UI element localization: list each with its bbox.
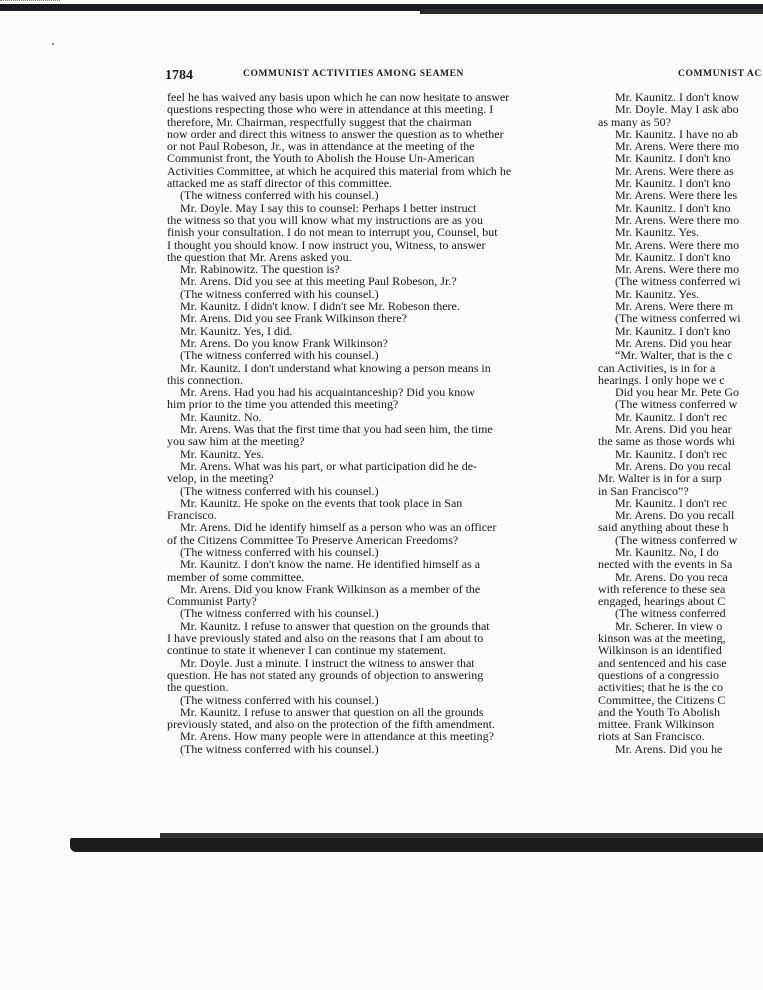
text-line: Mr. Kaunitz. I refuse to answer that question on all the grounds <box>180 704 484 719</box>
right-text-column <box>598 91 763 755</box>
text-line: this connection. <box>167 372 243 387</box>
text-line: in San Francisco”? <box>598 484 689 497</box>
text-line: questions of a congressio <box>598 668 719 682</box>
text-line: Mr. Arens. Were there mo <box>615 140 740 153</box>
text-line: or not Paul Robeson, Jr., was in attendance at the meeting of the <box>167 139 475 154</box>
right-page-running-head: COMMUNIST AC <box>678 69 762 79</box>
text-line: Mr. Kaunitz. I don't kno <box>615 177 731 190</box>
text-line: Francisco. <box>167 508 217 523</box>
text-line: the question that Mr. Arens asked you. <box>167 249 352 264</box>
text-line: (The witness conferred with his counsel.) <box>180 483 379 498</box>
text-line: (The witness conferred with his counsel.) <box>180 188 379 203</box>
text-line: therefore, Mr. Chairman, respectfully suggest that the chairman <box>167 114 472 129</box>
text-line: Mr. Arens. Did you he <box>615 742 723 756</box>
text-line: Mr. Kaunitz. I don't understand what knowing a person means in <box>180 360 491 375</box>
text-line: (The witness conferred w <box>615 533 738 546</box>
text-line: Did you hear Mr. Pete Go <box>615 386 739 399</box>
text-line: Mr. Arens. Had you had his acquaintanceship? Did you know <box>180 385 475 400</box>
text-line: Wilkinson is an identified <box>598 644 722 657</box>
text-line: kinson was at the meeting, <box>598 632 726 645</box>
text-line: (The witness conferred with his counsel.) <box>180 348 379 363</box>
text-line: (The witness conferred with his counsel.) <box>180 286 379 301</box>
text-line: Mr. Arens. Do you recall <box>615 509 735 522</box>
text-line: riots at San Francisco. <box>598 730 705 743</box>
text-line: attacked me as staff director of this committee. <box>167 176 393 191</box>
text-line: (The witness conferred with his counsel.) <box>180 606 379 621</box>
text-line: of the Citizens Committee To Preserve American Freedoms? <box>167 532 459 547</box>
text-line: him prior to the time you attended this meeting? <box>167 397 399 412</box>
text-line: Mr. Rabinowitz. The question is? <box>180 262 340 277</box>
text-line: said anything about these h <box>598 521 729 534</box>
text-line: Mr. Arens. Were there mo <box>615 238 740 251</box>
text-line: Mr. Kaunitz. I don't kno <box>615 324 731 337</box>
text-line: question. He has not stated any grounds of objection to answering <box>167 667 484 682</box>
text-line: the question. <box>167 680 229 695</box>
text-line: feel he has waived any basis upon which he can now hesitate to answer <box>167 90 510 104</box>
text-line: Mr. Arens. Do you reca <box>615 570 728 583</box>
text-line: Mr. Arens. Did he identify himself as a person who was an officer <box>180 520 497 535</box>
text-line: (The witness conferred w <box>615 398 738 411</box>
text-line: and the Youth To Abolish <box>598 705 720 719</box>
text-line: continue to state it whenever I can continue my statement. <box>167 643 447 658</box>
running-head: COMMUNIST ACTIVITIES AMONG SEAMEN <box>243 69 465 79</box>
text-line: hearings. I only hope we c <box>598 373 725 387</box>
text-line: Mr. Kaunitz. Yes. <box>180 446 265 461</box>
text-line: Mr. Arens. Did you see at this meeting Paul Robeson, Jr.? <box>180 274 457 289</box>
text-line: questions respecting those who were in attendance at this meeting. I <box>167 102 494 117</box>
text-line: Mr. Arens. Did you hear <box>615 423 732 436</box>
text-line: Mr. Arens. Was that the first time that you had seen him, the time <box>180 422 493 437</box>
text-line: (The witness conferred with his counsel.) <box>180 741 379 756</box>
text-line: Mr. Walter is in for a surp <box>598 472 722 485</box>
text-line: Mr. Kaunitz. Yes. <box>615 226 700 239</box>
text-line: engaged, hearings about C <box>598 595 726 608</box>
text-line: Mr. Kaunitz. I didn't know. I didn't see Mr. Robeson there. <box>180 299 460 314</box>
text-line: velop, in the meeting? <box>167 471 274 486</box>
scan-speck <box>52 43 54 45</box>
text-line: Mr. Kaunitz. I don't rec <box>615 496 728 510</box>
text-line: Mr. Kaunitz. No. <box>180 409 262 424</box>
text-line: Activities Committee, at which he acquired this material from which he <box>167 163 512 178</box>
text-line: (The witness conferred <box>615 607 726 620</box>
text-line: Mr. Arens. Were there les <box>615 189 738 202</box>
text-line: nected with the events in Sa <box>598 558 733 571</box>
text-line: (The witness conferred with his counsel.) <box>180 544 379 559</box>
text-line: Mr. Arens. How many people were in attendance at this meeting? <box>180 729 494 744</box>
text-line: Mr. Kaunitz. I don't know the name. He identified himself as a <box>180 557 481 572</box>
text-line: Mr. Doyle. Just a minute. I instruct the witness to answer that <box>180 655 475 670</box>
text-line: Mr. Arens. Were there mo <box>615 213 740 227</box>
text-line: the witness so that you will know what my instructions are as you <box>167 212 483 227</box>
text-line: finish your consultation. I do not mean to interrupt you, Counsel, but <box>167 225 498 240</box>
text-line: “Mr. Walter, that is the c <box>615 349 733 362</box>
text-line: Mr. Doyle. May I ask abo <box>615 103 739 116</box>
text-line: as many as 50? <box>598 115 671 128</box>
text-line: Mr. Arens. Do you recal <box>615 459 731 473</box>
text-line: Communist front, the Youth to Abolish the House Un-American <box>167 151 475 166</box>
text-line: Mr. Arens. Did you know Frank Wilkinson as a member of the <box>180 581 481 596</box>
text-line: Communist Party? <box>167 594 257 609</box>
text-line: I thought you should know. I now instruct you, Witness, to answer <box>167 237 486 252</box>
text-line: Mr. Arens. Were there m <box>615 300 734 313</box>
text-line: the same as those words whi <box>598 435 735 448</box>
text-line: (The witness conferred wi <box>615 275 741 288</box>
text-line: Mr. Scherer. In view o <box>615 619 723 633</box>
text-line: (The witness conferred wi <box>615 312 741 325</box>
text-line: Mr. Arens. Do you know Frank Wilkinson? <box>180 335 388 350</box>
text-line: you saw him at the meeting? <box>167 434 305 449</box>
text-line: Mr. Kaunitz. I don't kno <box>615 152 731 165</box>
page-number: 1784 <box>165 68 193 83</box>
text-line: I have previously stated and also on the reasons that I am about to <box>167 631 484 646</box>
text-line: Committee, the Citizens C <box>598 693 726 706</box>
text-line: Mr. Arens. What was his part, or what participation did he de- <box>180 458 478 473</box>
text-line: Mr. Arens. Did you hear <box>615 336 732 350</box>
text-line: Mr. Kaunitz. I have no ab <box>615 127 738 141</box>
text-line: can Activities, is in for a <box>598 361 716 374</box>
text-line: Mr. Kaunitz. I don't kno <box>615 201 731 214</box>
text-line: Mr. Arens. Were there as <box>615 164 734 178</box>
text-line: and sentenced and his case <box>598 656 727 669</box>
text-line: Mr. Kaunitz. I don't rec <box>615 410 728 424</box>
text-line: member of some committee. <box>167 569 305 584</box>
text-line: mittee. Frank Wilkinson <box>598 718 715 731</box>
scan-top-border-shadow <box>420 9 763 14</box>
left-text-column <box>167 91 569 755</box>
text-line: (The witness conferred with his counsel.) <box>180 692 379 707</box>
text-line: Mr. Arens. Were there mo <box>615 263 740 276</box>
text-line: Mr. Kaunitz. I don't kno <box>615 250 731 264</box>
text-line: Mr. Kaunitz. I don't know <box>615 91 740 104</box>
text-line: now order and direct this witness to answer the question as to whether <box>167 126 504 141</box>
text-line: previously stated, and also on the protection of the fifth amendment. <box>167 717 495 732</box>
text-line: Mr. Kaunitz. I refuse to answer that question on the grounds that <box>180 618 490 633</box>
text-line: activities; that he is the co <box>598 681 723 694</box>
text-line: Mr. Kaunitz. Yes. <box>615 287 700 301</box>
text-line: with reference to these sea <box>598 582 726 596</box>
text-line: Mr. Kaunitz. He spoke on the events that took place in San <box>180 495 463 510</box>
text-line: Mr. Kaunitz. Yes, I did. <box>180 323 293 338</box>
text-line: Mr. Doyle. May I say this to counsel: Perhaps I better instruct <box>180 200 477 215</box>
text-line: Mr. Arens. Did you see Frank Wilkinson there? <box>180 311 407 326</box>
text-line: Mr. Kaunitz. I don't rec <box>615 447 728 460</box>
text-line: Mr. Kaunitz. No, I do <box>615 545 719 559</box>
scan-bottom-border <box>70 838 763 852</box>
